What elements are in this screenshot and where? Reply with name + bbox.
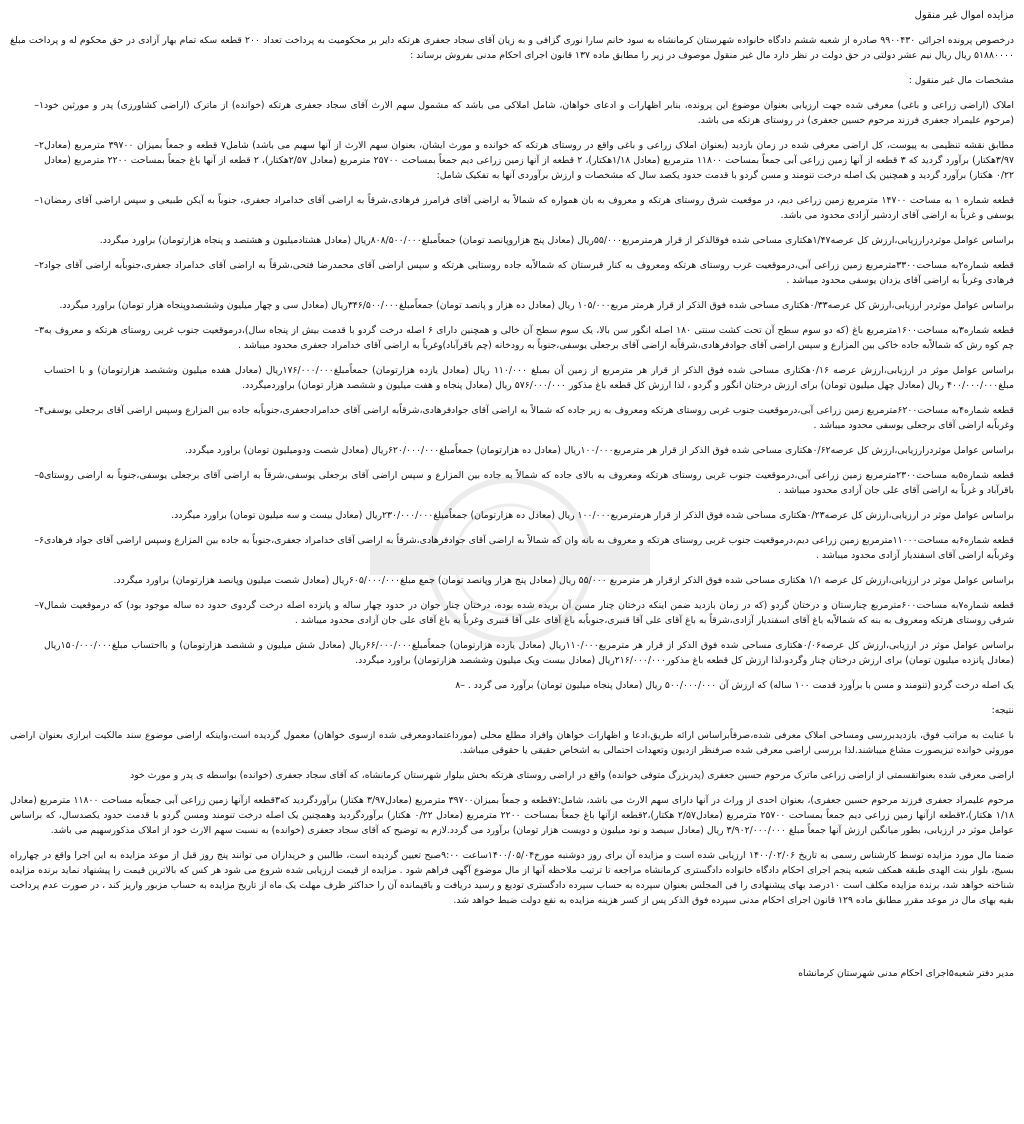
result-paragraph: با عنایت به مراتب فوق، بازدیدبررسی ومساحی املاک معرفی شده،صرفاًبراساس ارائه طریق،ادعا و اظهارات خواهان وافراد مطلع محلی (مورداعتمادومعرفی شده ازسوی خواهان) معمول گردیده است،واینکه اراضی موضوع سند مالکیت ابرازی بعنوان اراضی موروثی خوانده تیزیصورت مشاع میباشند.لذا بررسی اراضی معرفی شده صرفنظر ازدیون وتعهدات احتمالی به اشخاص حقیقی یا حقوقی میباشد. — [10, 730, 1014, 756]
property-item-number: ۲– — [34, 140, 44, 151]
property-item-number — [10, 233, 44, 248]
property-item — [10, 508, 1014, 523]
intro-paragraph: درخصوص پرونده اجرائی ۹۹۰۰۴۳۰ صادره از شعبه ششم دادگاه خانواده شهرستان کرمانشاه به سود خانم سارا نوری گزافی و به زیان آقای سجاد جعفری هرتکه دایر بر محکومیت به پرداخت تعداد ۲۰۰ قطعه سکه تمام بهار آزادی در حق محکوم له و پرداخت مبلغ ۵۱۸۸۰۰۰۰ ریال ریال نیم عشر دولتی در حق دولت در نظر دارد مال غیر منقول موصوف در زیر را مطابق ماده ۱۳۷ قانون اجرای احکام مدنی بفروش برساند : — [10, 35, 1014, 61]
result-paragraph: ضمنا مال مورد مزایده توسط کارشناس رسمی به تاریخ ۱۴۰۰/۰۲/۰۶ ارزیابی شده است و مزایده آن برای روز دوشنبه مورخ۱۴۰۰/۰۵/۰۴ساعت ۹:۰۰صبح تعیین گردیده است، طالبین و خریداران می توانند پنج روز قبل از موعد مزایده به این اجرا واقع در چهارراه بسیج، بلوار بنت الهدی طبقه همکف شعبه پنجم اجرای احکام دادگاه خانواده دادگستری کرمانشاه مراجعه تا ترتیب ملاحظه آنها از مال موضوع آگهی فراهم شود . مزایده از قیمت ارزیابی شده شروع می شود هر کس که بالاترین قیمت را پیشنهاد نماید برنده مزایده شناخته خواهد شد، برنده مزایده مکلف است ۱۰درصد بهای پیشنهادی را فی المجلس بعنوان سپرده به حساب سپرده دادگستری تودیع و رسید دریافت و باقیمانده آن را حداکثر ظرف مهلت یک ماه از تاریخ مزایده به حساب مزبور واریز کند ، در صورت عدم پرداخت بقیه بهای مال در موعد مقرر مطابق ماده ۱۲۹ قانون اجرای احکام مدنی سپرده فوق الذکر پس از کسر هزینه مزایده به نفع دولت ضبط خواهد شد. — [10, 850, 1015, 906]
property-item — [10, 363, 1014, 393]
property-item — [10, 533, 1014, 563]
property-item-number — [10, 573, 44, 588]
signature: مدیر دفتر شعبه۵اجرای احکام مدنی شهرستان کرمانشاه — [798, 968, 1014, 979]
property-item-text: مطابق نقشه تنظیمی به پیوست، کل اراضی معرفی شده در زمان بازدید (بعنوان املاک زراعی و باغی واقع در روستای هرتکه که خوانده و مورث ایشان، بعنوان سهم الارث از آنها سهیم می باشد) شامل۷ قطعه و جمعاً بمیزان ۳۹۷۰۰ مترمربع (معادل ۳/۹۷هکتار) برآورد گردید که ۳ قطعه از آنها زمین زراعی آبی جمعاً بمساحت ۱۱۸۰۰ مترمربع (معادل ۱/۱۸هکتار)، ۲ قطعه از آنها زمین زراعی دیم جمعاً بمساحت ۲۵۷۰۰ مترمربع (معادل ۲/۵۷هکتار)، ۲ قطعه از آنها باغ جمعاً بمساحت ۲۲۰۰ مترمربع (معادل ۰/۲۲ هکتار) برآورد گردید و همچنین یک اصله درخت تنومند و مسن گردو با قدمت حدود یکصد سال که مشخصات و ارزش برآوردی آنها به تفکیک شامل: — [44, 140, 1014, 181]
notice-title: مزایده اموال غیر منقول — [914, 10, 1014, 21]
property-item-number: ۲– — [34, 260, 44, 271]
property-item-number: ۴– — [34, 405, 44, 416]
property-item — [10, 573, 1014, 588]
property-item-number: ۶– — [34, 535, 44, 546]
property-item-text: قطعه شماره۲به مساحت۳۳۰۰مترمربع زمین زراعی آبی،درموقعیت غرب روستای هرتکه ومعروف به کنار قبرستان که شمالاًبه جاده روستایی هرتکه و سپس اراضی آقای محمدرضا فتحی،شرقاً به اراضی آقای خدامراد جعفری،جنوباًبه اراضی آقای جواد فرهادی وغرباً به اراضی آقای یزدان یوسفی محدود میباشد . — [44, 260, 1014, 286]
property-item-text: براساس عوامل موثردرارزیابی،ارزش کل عرصه۰/۶۲هکتاری مساحی شده فوق الذکر از قرار هر مترمربع۱۰۰/۰۰۰ریال (معادل ده هزارتومان) جمعاًمبلغ۶۲۰/۰۰۰/۰۰۰ریال (معادل شصت ودومیلیون تومان) براورد میگردد. — [184, 445, 1014, 456]
property-item-text: قطعه شماره۵به مساحت۲۳۰۰مترمربع زمین زراعی آبی،درموقعیت جنوب غربی روستای هرتکه ومعروف به بالای جاده که شمالاً به جاده بین المزارع و سپس اراضی آقای برجعلی یوسفی،شرقاً به اراضی آقای برجعلی یوسفی،جنوباً به اراضی روستای باقرآباد و غرباً به اراضی آقای علی جان آزادی محدود میباشد . — [44, 470, 1014, 496]
property-item-number: ۷– — [34, 600, 44, 611]
property-item — [10, 233, 1014, 248]
property-item-text: براساس عوامل موثر در ارزیابی،ارزش کل عرصه۰/۲۳هکتاری مساحی شده فوق الذکر از قرار هرمترمربع۱۰۰/۰۰۰ ریال (معادل ده هزارتومان) جمعاًمبلغ۲۳۰/۰۰۰/۰۰۰ریال (معادل بیست و سه میلیون تومان) براورد میگردد. — [171, 510, 1014, 521]
result-paragraph: اراضی معرفی شده بعنواتقسمتی از اراضی زراعی ماترک مرحوم حسین جعفری (پدربزرگ متوفی خوانده) واقع در اراضی روستای هرتکه بخش بیلوار شهرستان کرمانشاه، که آقای سجاد جعفری (خوانده) بواسطه ی پدر و مورث خود — [130, 770, 1014, 781]
property-item-text: قطعه شماره۶به مساحت۱۱۰۰۰مترمربع زمین زراعی دیم،درموقعیت جنوب غربی روستای هرتکه و معروف به بانه وان که شمالاً به اراضی آقای جوادفرهادی،شرقاً به اراضی آقای خدامراد جعفری،جنوباً به جاده بین المزارع وسپس اراضی آقای جواد فرهادی وغرباًبه اراضی آقای اسفندیار آزادی محدود میباشد . — [44, 535, 1015, 561]
property-item — [10, 258, 1014, 288]
property-item — [10, 638, 1014, 668]
property-item — [10, 193, 1014, 223]
property-item — [10, 403, 1014, 433]
property-item — [10, 98, 1014, 128]
item-8: یک اصله درخت گردو (تنومند و مسن با برآورد قدمت ۱۰۰ ساله) که ارزش آن ۵۰۰/۰۰۰/۰۰۰ ریال (معادل پنجاه میلیون تومان) برآورد می گردد . –۸ — [455, 680, 1014, 691]
result-heading: نتیجه: — [991, 705, 1014, 716]
property-item-text: املاک (اراضی زراعی و باغی) معرفی شده جهت ارزیابی بعنوان موضوع این پرونده، بنابر اظهارات و ادعای خواهان، شامل املاکی می باشد که مشمول سهم الارث آقای سجاد جعفری هرتکه (خوانده) از ماترک (اراضی کشاورزی) پدر و مورثین خود (مرحوم علیمراد جعفری فرزند مرحوم حسین جعفری) در روستای هرتکه می باشد. — [44, 100, 1014, 126]
property-item-number — [10, 508, 44, 523]
property-item — [10, 298, 1014, 313]
property-item-text: براساس عوامل موثردرارزیابی،ارزش کل عرصه۱/۴۷هکتاری مساحی شده فوقالذکر از قرار هرمترمربع۵۵/۰۰۰ریال (معادل پنج هزاروپانصد تومان) جمعاًمبلغ۸۰۸/۵۰۰/۰۰۰ریال (معادل هشتادمیلیون و هشتصد و پنجاه هزارتومان) براورد میگردد. — [99, 235, 1014, 246]
property-item — [10, 598, 1014, 628]
property-item-number — [10, 363, 44, 393]
result-paragraph: مرحوم علیمراد جعفری فرزند مرحوم حسین جعفری)، بعنوان احدی از وراث در آنها دارای سهم الارث می باشد، شامل:۷قطعه و جمعاً بمیزان۳۹۷۰۰ مترمربع (معادل۳/۹۷ هکتار) برآوردگردید که۳قطعه ازآنها زمین زراعی آبی جمعاًبه مساحت ۱۱۸۰۰ مترمربع (معادل ۱/۱۸ هکتار)،۲قطعه ازآنها زمین زراعی دیم جمعاً بمساحت ۲۵۷۰۰ مترمربع (معادل۲/۵۷ هکتار)،۲قطعه ازآنها باغ جمعاً بمساحت ۲۲۰۰ مترمربع (معادل ۰/۲۲ هکتار) برآوردگردید وهمچنین یک اصله درخت تنومند ومسن گردو با قدمت حدود یکصدسال، که براساس عوامل موثر در ارزیابی، بطور میانگین ارزش آنها جمعاً مبلغ ۳/۹۰۲/۰۰۰/۰۰۰ ریال (معادل سیصد و نود میلیون و دویست هزار تومان) برآورد می گردد.لازم به توضیح که آقای سجاد جعفری (خوانده) به نسبت سهم الارث خود از املاک مذکورسهیم می باشد. — [10, 795, 1014, 836]
property-item — [10, 468, 1014, 498]
property-item-number: ۳– — [34, 325, 44, 336]
property-items — [10, 98, 1014, 668]
property-item-number: ۱– — [34, 100, 44, 111]
property-item — [10, 443, 1014, 458]
property-item-text: براساس عوامل موثر در ارزیابی،ارزش کل عرصه ۱/۱ هکتاری مساحی شده فوق الذکر ازقرار هر مترمربع ۵۵/۰۰۰ ریال (معادل پنج هزار وپانصد تومان) جمع مبلغ۶۰۵/۰۰۰/۰۰۰ریال (معادل شصت میلیون وپانصد هزارتومان) براورد میگردد. — [113, 575, 1014, 586]
property-item-text: قطعه شماره ۱ به مساحت ۱۴۷۰۰ مترمربع زمین زراعی دیم، در موقعیت شرق روستای هرتکه و معروف به بان همواره که شمالاً به اراضی آقای فرامرز فرهادی،شرقاً به اراضی آقای خدامراد جعفری، جنوباً به آیکن طبیعی و سپس اراضی آقای رمضان یوسفی و غرباً به اراضی آقای اردشیر آزادی محدود می باشد. — [44, 195, 1015, 221]
property-item-number — [10, 638, 44, 668]
property-item-number: ۱– — [34, 195, 44, 206]
property-item-number: ۵– — [34, 470, 44, 481]
property-item-text: براساس عوامل موثردر ارزیابی،ارزش کل عرصه۰/۳۳هکتاری مساحی شده فوق الذکر از قرار هرمتر مربع۱۰۵/۰۰۰ ریال (معادل ده هزار و پانصد تومان) جمعاًمبلغ۳۴۶/۵۰۰/۰۰۰ریال (معادل سی و چهار میلیون وششصدوپنجاه هزار تومان) براورد میگردد. — [59, 300, 1014, 311]
property-item-number — [10, 443, 44, 458]
property-item — [10, 138, 1014, 183]
property-item — [10, 323, 1014, 353]
property-item-text: قطعه شماره۳به مساحت۱۶۰۰مترمربع باغ (که دو سوم سطح آن تحت کشت سنتی ۱۸۰ اصله انگور سن بالا، یک سوم سطح آن خالی و همچنین دارای ۶ اصله درخت گردو با قدمت بیش از پنجاه سال)،درموقعیت جنوب غربی روستای هرتکه و معروف به چم کوه رش که شمالاًبه جاده خاکی بین المزارع و سپس اراضی آقای جوادفرهادی،شرقاًبه اراضی آقای برجعلی یوسفی،جنوباً به رودخانه (چم باقرآباد)وغرباً به اراضی آقای خدامراد جعفری محدود میباشد . — [44, 325, 1015, 351]
property-item-text: قطعه شماره۷به مساحت۶۰۰مترمربع چنارستان و درختان گردو (که در زمان بازدید ضمن اینکه درختان چنار مسن آن بریده شده بوده، درختان چنار جوان در حدود چهار ساله و پانزده اصله درخت گردوی حدود ده ساله موجود بود) که درموقعیت شمال شرقی روستای هرتکه ومعروف به بنه که شمالاًبه باغ آقای اسفندیار آزادی،شرقاً به باغ آقای علی آقا قنبری،جنوباًبه باغ آقای علی آقا قنبری وغرباً به باغ آقای علی جان آزادی محدود میباشد . — [44, 600, 1014, 626]
property-item-text: براساس عوامل موثر در ارزیابی،ارزش کل عرصه۰/۰۶هکتاری مساحی شده فوق الذکر از قرار هر مترمربع۱۱۰/۰۰۰ریال (معادل یازده هزارتومان) جمعاًمبلغ۶۶/۰۰۰/۰۰۰ریال (معادل شش میلیون و ششصد هزارتومان) و بااحتساب مبلغ۱۵۰/۰۰۰/۰۰۰ریال (معادل پانزده میلیون تومان) برای ارزش درختان چنار وگردو،لذا ارزش کل قطعه باغ مذکور۲۱۶/۰۰۰/۰۰۰ریال (معادل بیست ویک میلیون وششصد هزارتومان) براورد میگردد. — [44, 640, 1014, 666]
property-item-number — [10, 298, 44, 313]
property-item-text: براساس عوامل موثر در ارزیابی،ارزش عرصه ۰/۱۶هکتاری مساحی شده فوق الذکر از قرار هر مترمربع از زمین آن بمبلغ ۱۱۰/۰۰۰ ریال (معادل یازده هزارتومان) جمعاًمبلغ۱۷۶/۰۰۰/۰۰۰ریال (معادل هفده میلیون وششصد هزارتومان) و با احتساب مبلغ۴۰۰/۰۰۰/۰۰۰ ریال (معادل چهل میلیون تومان) برای ارزش درختان انگور و گردو ، لذا ارزش کل قطعه باغ مذکور ۵۷۶/۰۰۰/۰۰۰ ریال (معادل پنجاه و هفت میلیون و ششصد هزار تومان) براوردمیگردد. — [44, 365, 1014, 391]
specs-heading: مشخصات مال غیر منقول : — [908, 75, 1014, 86]
property-item-text: قطعه شماره۴به مساحت۶۲۰۰مترمربع زمین زراعی آبی،درموقعیت جنوب غربی روستای هرتکه ومعروف به زیر جاده که شمالاً به اراضی آقای جوادفرهادی،شرقاًبه اراضی آقای خدامرادجعفری،جنوباًبه جاده بین المزارع وسپس اراضی آقای برجعلی یوسفی وغرباًبه اراضی آقای برجعلی یوسفی محدود میباشد . — [44, 405, 1015, 431]
